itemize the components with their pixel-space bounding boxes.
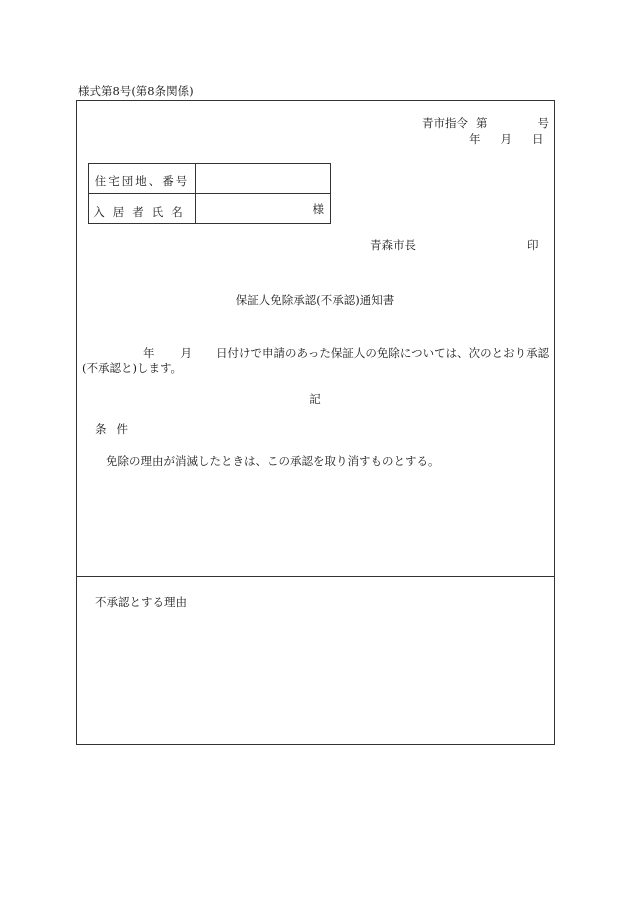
condition-heading: 条件 <box>95 422 138 436</box>
issue-date-month: 月 <box>500 132 512 146</box>
housing-estate-number-label: 住宅団地、番号 <box>94 174 190 188</box>
doc-number-prefix: 青市指令 <box>422 116 468 130</box>
table-row-divider <box>89 193 330 194</box>
seal-mark: 印 <box>527 238 539 252</box>
honorific-sama: 様 <box>312 202 324 216</box>
body-text-line-2: (不承認と)します。 <box>82 361 183 375</box>
condition-text: 免除の理由が消滅したときは、この承認を取り消すものとする。 <box>106 454 440 468</box>
issue-date-day: 日 <box>532 132 544 146</box>
doc-number-dai: 第 <box>476 116 488 130</box>
document-number <box>422 118 549 130</box>
mayor-title: 青森市長 <box>370 238 416 252</box>
issue-date <box>469 134 544 146</box>
body-text-line-1 <box>143 348 549 360</box>
table-column-divider <box>195 164 196 223</box>
form-number-label: 様式第8号(第8条関係) <box>78 84 194 98</box>
resident-name-label: 入居者氏名 <box>93 205 191 219</box>
body-year: 年 <box>143 346 155 360</box>
document-title: 保証人免除承認(不承認)通知書 <box>235 293 395 307</box>
rejection-reason-heading: 不承認とする理由 <box>95 595 187 609</box>
applicant-info-table <box>88 163 331 224</box>
ki-heading: 記 <box>309 392 321 406</box>
doc-number-go: 号 <box>537 116 549 130</box>
body-line1-rest: 日付けで申請のあった保証人の免除については、次のとおり承認 <box>216 346 550 360</box>
body-month: 月 <box>180 346 192 360</box>
issue-date-year: 年 <box>469 132 481 146</box>
section-divider <box>76 576 555 577</box>
